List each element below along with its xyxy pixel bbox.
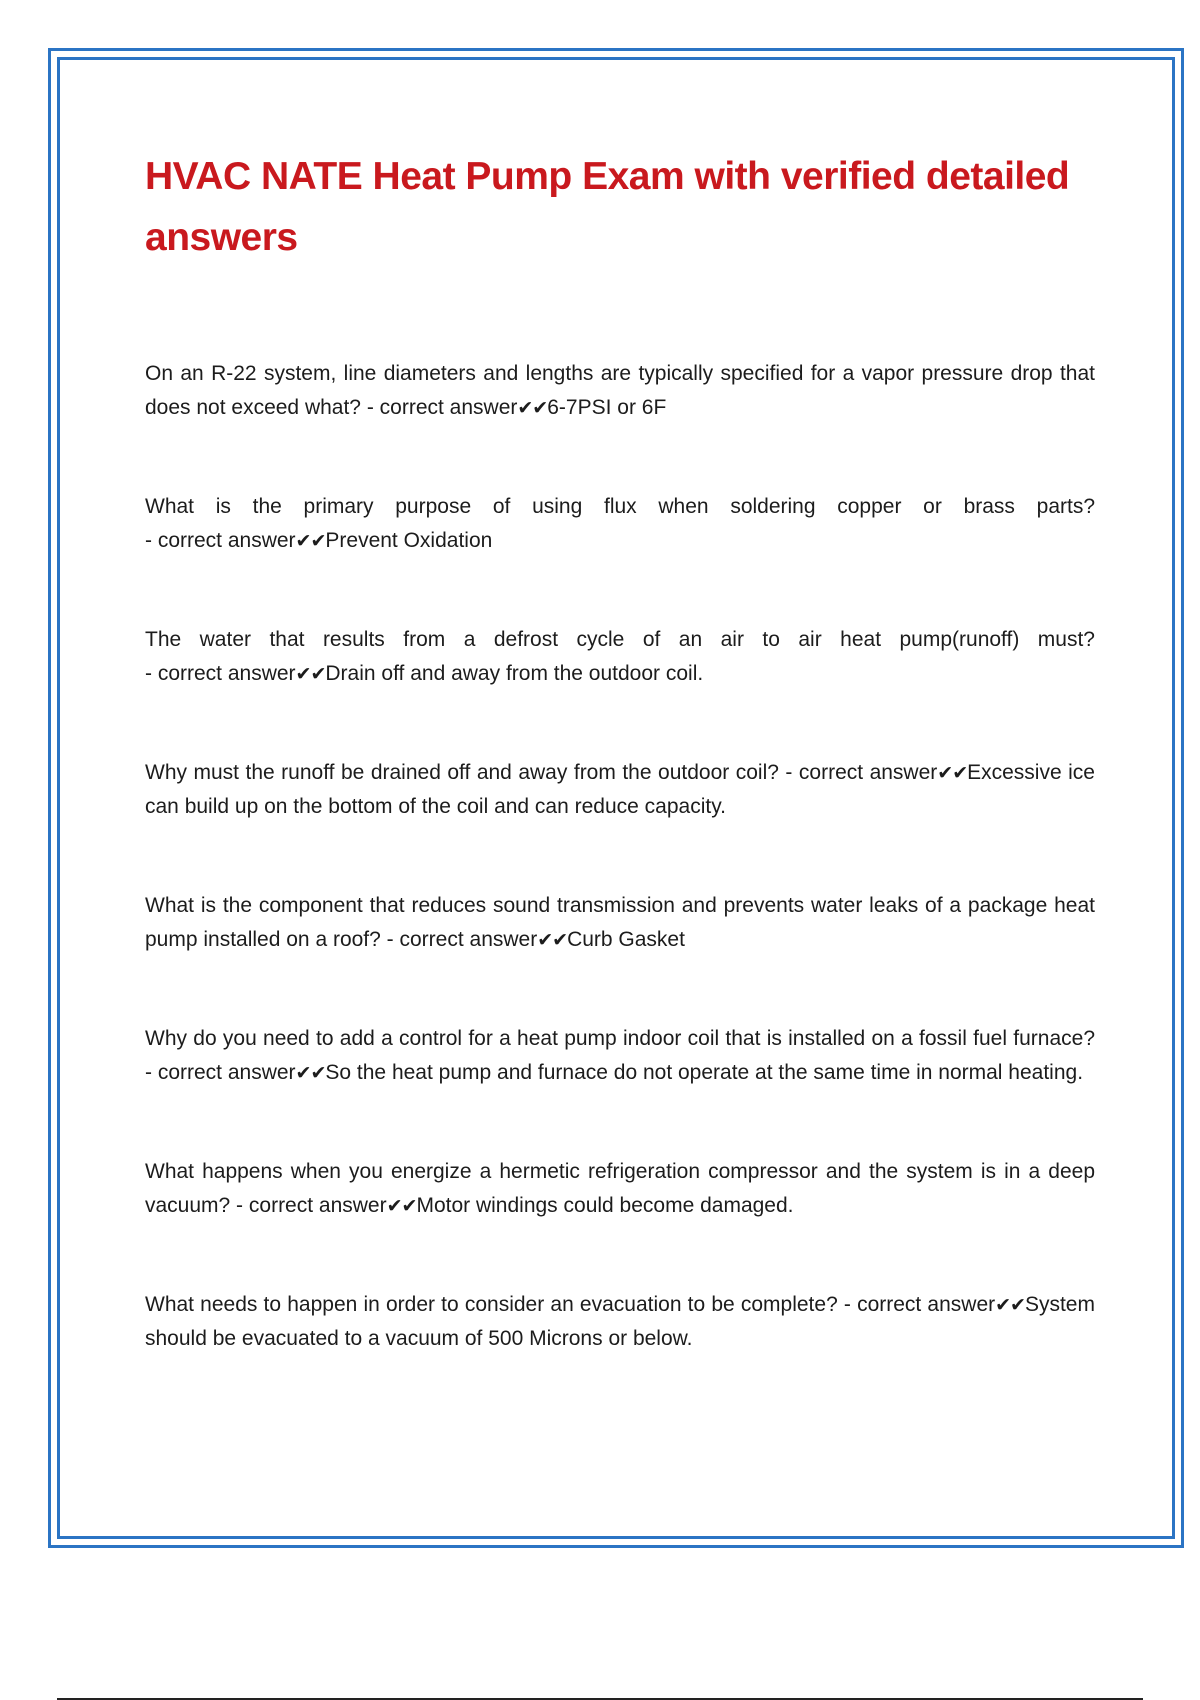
answer-label: correct answer	[157, 1061, 296, 1084]
answer-label: correct answer	[157, 662, 296, 685]
separator: -	[145, 529, 158, 552]
separator: -	[145, 1061, 158, 1084]
separator: -	[145, 662, 158, 685]
question-text: Why do you need to add a control for a heat pump indoor coil that is installed on a fossil fuel furnace?	[145, 1027, 1095, 1050]
double-check-icon: ✔✔	[937, 762, 968, 784]
qa-item	[145, 490, 1095, 558]
qa-item	[145, 357, 1095, 425]
document-title: HVAC NATE Heat Pump Exam with verified detailed answers	[145, 155, 1070, 259]
question-text: What is the primary purpose of using flux when soldering copper or brass parts?	[145, 495, 1095, 518]
qa-list	[145, 357, 1095, 1421]
double-check-icon: ✔✔	[517, 397, 548, 419]
answer-text: Curb Gasket	[567, 928, 685, 951]
answer-label: correct answer	[399, 928, 538, 951]
qa-item	[145, 1022, 1095, 1090]
answer-label: correct answer	[857, 1293, 996, 1316]
question-text: Why must the runoff be drained off and away from the outdoor coil?	[145, 761, 779, 784]
separator: -	[230, 1194, 249, 1217]
double-check-icon: ✔✔	[295, 1062, 326, 1084]
question-text: What is the component that reduces sound transmission and prevents water leaks of a package heat pump installed on a roof?	[145, 894, 1095, 951]
double-check-icon: ✔✔	[995, 1294, 1025, 1316]
double-check-icon: ✔✔	[537, 929, 568, 951]
separator: -	[837, 1293, 858, 1316]
qa-item	[145, 889, 1095, 957]
qa-item	[145, 1288, 1095, 1356]
answer-text: Drain off and away from the outdoor coil.	[325, 662, 704, 685]
qa-item	[145, 756, 1095, 824]
answer-text: Excessive ice can build up on the bottom of the coil and can reduce capacity.	[145, 761, 1095, 818]
answer-label: correct answer	[798, 761, 938, 784]
answer-label: correct answer	[157, 529, 296, 552]
separator: -	[361, 396, 380, 419]
question-text: On an R-22 system, line diameters and lengths are typically specified for a vapor pressure drop that does not exceed what?	[145, 362, 1095, 419]
answer-text: Prevent Oxidation	[325, 529, 493, 552]
separator: -	[778, 761, 799, 784]
question-text: What happens when you energize a hermetic refrigeration compressor and the system is in a deep vacuum?	[145, 1160, 1095, 1217]
separator: -	[380, 928, 400, 951]
question-text: What needs to happen in order to consider an evacuation to be complete?	[145, 1293, 838, 1316]
answer-text: 6-7PSI or 6F	[547, 396, 667, 419]
double-check-icon: ✔✔	[295, 663, 326, 685]
qa-item	[145, 1155, 1095, 1223]
answer-text: System should be evacuated to a vacuum of 500 Microns or below.	[145, 1293, 1095, 1350]
double-check-icon: ✔✔	[295, 530, 326, 552]
question-text: The water that results from a defrost cycle of an air to air heat pump(runoff) must?	[145, 628, 1095, 651]
double-check-icon: ✔✔	[386, 1195, 417, 1217]
answer-label: correct answer	[248, 1194, 387, 1217]
answer-text: Motor windings could become damaged.	[416, 1194, 794, 1217]
answer-text: So the heat pump and furnace do not operate at the same time in normal heating.	[325, 1061, 1084, 1084]
answer-label: correct answer	[379, 396, 518, 419]
qa-item	[145, 623, 1095, 691]
